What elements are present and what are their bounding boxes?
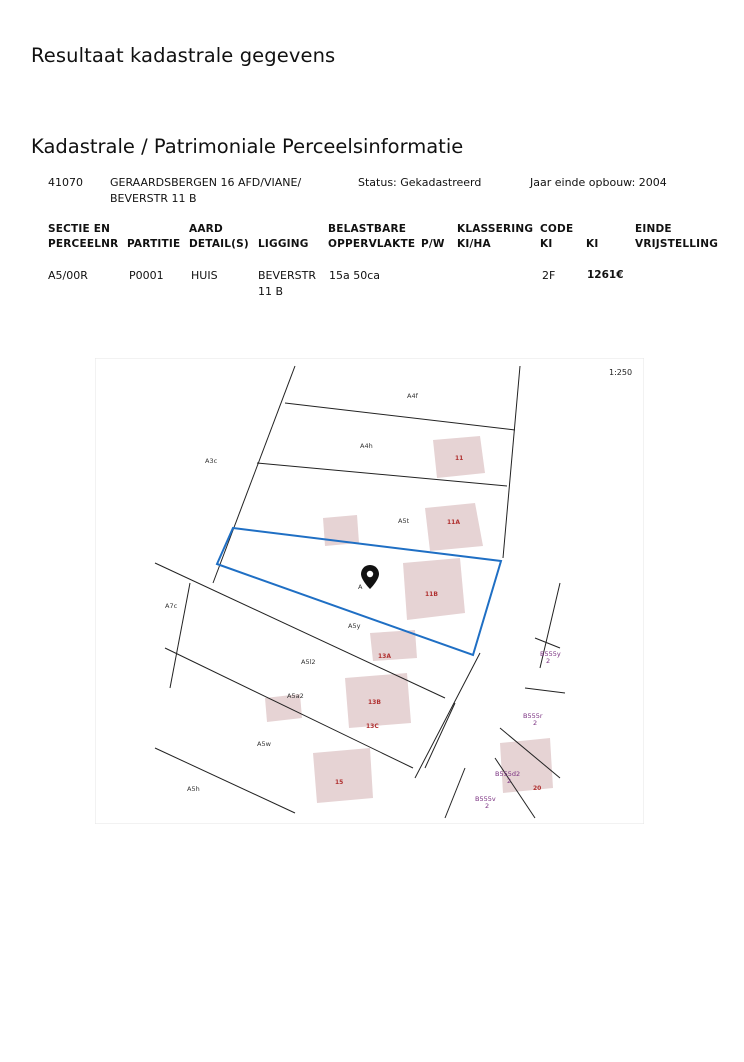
parcel-label: A5w bbox=[257, 740, 271, 748]
parcel-label: A7c bbox=[165, 602, 178, 610]
header-ki: KI bbox=[586, 238, 599, 250]
house-number: 20 bbox=[533, 785, 542, 792]
house-number: 13B bbox=[368, 699, 381, 706]
header-klassering-1: KLASSERING bbox=[457, 223, 534, 235]
plot-label: B555v bbox=[475, 795, 496, 803]
municipality-code: 41070 bbox=[48, 176, 83, 189]
cell-ligging-1: BEVERSTR bbox=[258, 269, 316, 282]
section-title: Kadastrale / Patrimoniale Perceelsinformatie bbox=[31, 135, 464, 158]
cell-partitie: P0001 bbox=[129, 269, 164, 282]
header-code-1: CODE bbox=[540, 223, 574, 235]
parcel-label: A4h bbox=[360, 442, 373, 450]
header-einde-1: EINDE bbox=[635, 223, 672, 235]
construction-year: Jaar einde opbouw: 2004 bbox=[530, 176, 667, 189]
house-number: 11B bbox=[425, 591, 438, 598]
header-sectie-1: SECTIE EN bbox=[48, 223, 111, 235]
header-sectie-2: PERCEELNR bbox=[48, 238, 119, 250]
house-number: 15 bbox=[335, 779, 344, 786]
header-aard-2: DETAIL(S) bbox=[189, 238, 249, 250]
plot-label: 2 bbox=[546, 657, 551, 665]
parcel-label: A bbox=[358, 583, 363, 591]
header-belastbare-2: OPPERVLAKTE bbox=[328, 238, 416, 250]
header-partitie: PARTITIE bbox=[127, 238, 181, 250]
location-line-2: BEVERSTR 11 B bbox=[110, 192, 197, 205]
plot-label: 2 bbox=[507, 777, 512, 785]
house-number: 11 bbox=[455, 455, 464, 462]
parcel-label: A5a2 bbox=[287, 692, 304, 700]
house-number: 13A bbox=[378, 653, 391, 660]
house-number: 11A bbox=[447, 519, 460, 526]
parcel-label: A4f bbox=[407, 392, 418, 400]
plot-label: B555d2 bbox=[495, 770, 521, 778]
plot-label: B555r bbox=[523, 712, 543, 720]
cell-aard: HUIS bbox=[191, 269, 218, 282]
cadastral-map[interactable] bbox=[95, 358, 644, 824]
plot-label: 2 bbox=[485, 802, 490, 810]
parcel-label: A5t bbox=[398, 517, 410, 525]
header-belastbare-1: BELASTBARE bbox=[328, 223, 407, 235]
cell-sectie: A5/00R bbox=[48, 269, 88, 282]
parcel-label: A5y bbox=[348, 622, 361, 630]
house-number: 13C bbox=[366, 723, 379, 730]
parcel-label: A3c bbox=[205, 457, 218, 465]
cell-ligging-2: 11 B bbox=[258, 285, 284, 298]
header-einde-2: VRIJSTELLING bbox=[635, 238, 719, 250]
header-code-2: KI bbox=[540, 238, 553, 250]
header-pw: P/W bbox=[421, 238, 445, 250]
page-title: Resultaat kadastrale gegevens bbox=[31, 44, 336, 67]
cell-ki: 1261€ bbox=[587, 269, 624, 281]
header-ligging: LIGGING bbox=[258, 238, 309, 250]
parcel-label: A5l2 bbox=[301, 658, 316, 666]
cadastral-map-svg bbox=[95, 358, 644, 824]
header-aard-1: AARD bbox=[189, 223, 223, 235]
header-klassering-2: KI/HA bbox=[457, 238, 491, 250]
parcel-label: A5h bbox=[187, 785, 200, 793]
status-text: Status: Gekadastreerd bbox=[358, 176, 482, 189]
location-line-1: GERAARDSBERGEN 16 AFD/VIANE/ bbox=[110, 176, 302, 189]
plot-label: B555y bbox=[540, 650, 561, 658]
map-scale: 1:250 bbox=[609, 368, 633, 377]
cell-code: 2F bbox=[542, 269, 556, 282]
plot-label: 2 bbox=[533, 719, 538, 727]
cell-oppervlakte: 15a 50ca bbox=[329, 269, 381, 282]
